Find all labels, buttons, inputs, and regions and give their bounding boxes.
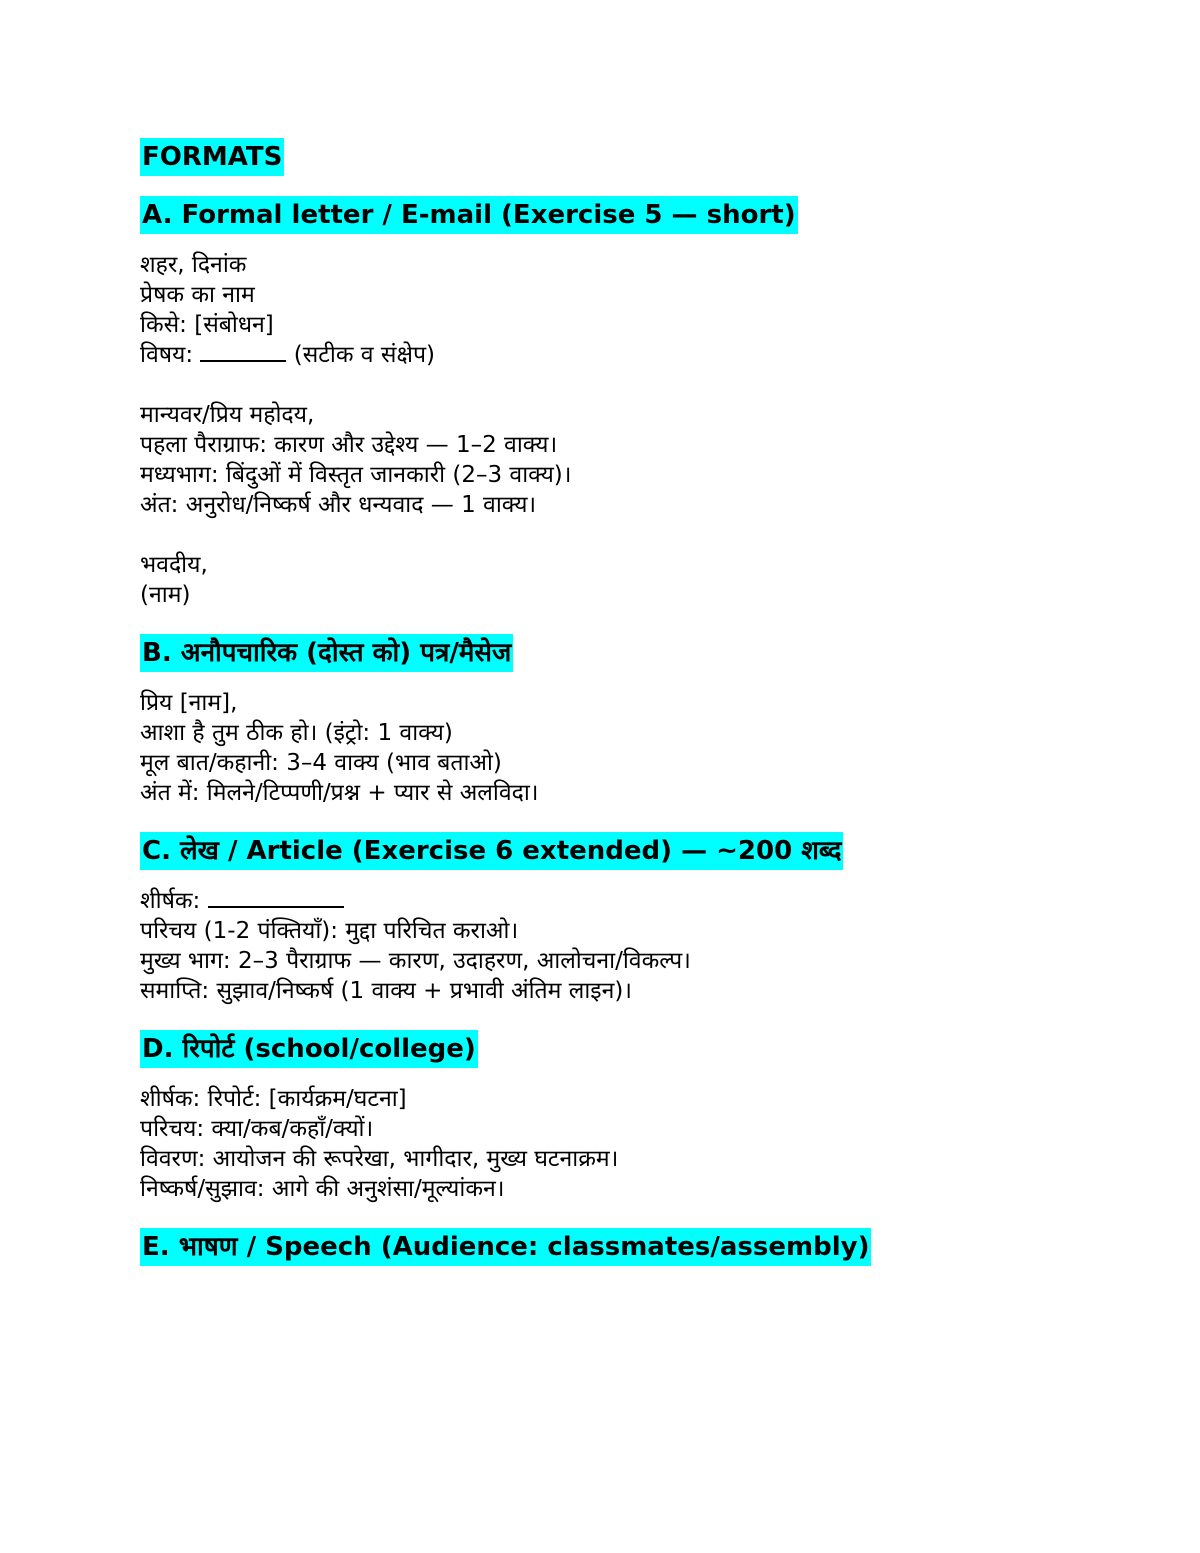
page-title: FORMATS (140, 138, 284, 176)
sender-line: प्रेषक का नाम (140, 282, 255, 308)
name-line: (नाम) (140, 582, 191, 608)
article-intro-line: परिचय (1-2 पंक्तियाँ): मुद्दा परिचित कराओ। (140, 918, 519, 944)
subject-blank (200, 340, 286, 362)
section-article (140, 808, 1100, 1006)
subject-label: विषय: (140, 342, 201, 368)
greeting-line: प्रिय [नाम], (140, 690, 238, 716)
section-speech (140, 1204, 1100, 1282)
end-line: अंत में: मिलने/टिप्पणी/प्रश्न + प्यार से अलविदा। (140, 780, 539, 806)
salutation-line: मान्यवर/प्रिय महोदय, (140, 402, 315, 428)
section-report (140, 1006, 1100, 1204)
report-conclusion-line: निष्कर्ष/सुझाव: आगे की अनुशंसा/मूल्यांकन। (140, 1176, 505, 1202)
article-title-label: शीर्षक: (140, 888, 208, 914)
closing-line: भवदीय, (140, 552, 208, 578)
middle-part-line: मध्यभाग: बिंदुओं में विस्तृत जानकारी (2–3 वाक्य)। (140, 462, 572, 488)
subject-note: (सटीक व संक्षेप) (286, 342, 435, 368)
city-date-line: शहर, दिनांक (140, 252, 247, 278)
first-paragraph-line: पहला पैराग्राफ: कारण और उद्देश्य — 1–2 वाक्य। (140, 432, 558, 458)
section-heading-b: B. अनौपचारिक (दोस्त को) पत्र/मैसेज (140, 634, 513, 672)
article-title-blank (208, 886, 344, 908)
ending-line: अंत: अनुरोध/निष्कर्ष और धन्यवाद — 1 वाक्य। (140, 492, 537, 518)
article-body-line: मुख्य भाग: 2–3 पैराग्राफ — कारण, उदाहरण, आलोचना/विकल्प। (140, 948, 691, 974)
article-title-line (140, 886, 1100, 916)
report-title-line: शीर्षक: रिपोर्ट: [कार्यक्रम/घटना] (140, 1086, 407, 1112)
subject-line (140, 340, 1100, 370)
document-body (140, 138, 1100, 1282)
report-intro-line: परिचय: क्या/कब/कहाँ/क्यों। (140, 1116, 374, 1142)
to-line: किसे: [संबोधन] (140, 312, 274, 338)
intro-line: आशा है तुम ठीक हो। (इंट्रो: 1 वाक्य) (140, 720, 453, 746)
section-heading-c: C. लेख / Article (Exercise 6 extended) — ~200 शब्द (140, 832, 843, 870)
section-heading-e: E. भाषण / Speech (Audience: classmates/assembly) (140, 1228, 871, 1266)
report-details-line: विवरण: आयोजन की रूपरेखा, भागीदार, मुख्य घटनाक्रम। (140, 1146, 619, 1172)
section-formal-letter (140, 196, 1100, 610)
section-heading-a: A. Formal letter / E-mail (Exercise 5 — short) (140, 196, 798, 234)
section-heading-d: D. रिपोर्ट (school/college) (140, 1030, 478, 1068)
section-informal-letter (140, 610, 1100, 808)
article-conclusion-line: समाप्ति: सुझाव/निष्कर्ष (1 वाक्य + प्रभावी अंतिम लाइन)। (140, 978, 633, 1004)
main-line: मूल बात/कहानी: 3–4 वाक्य (भाव बताओ) (140, 750, 502, 776)
